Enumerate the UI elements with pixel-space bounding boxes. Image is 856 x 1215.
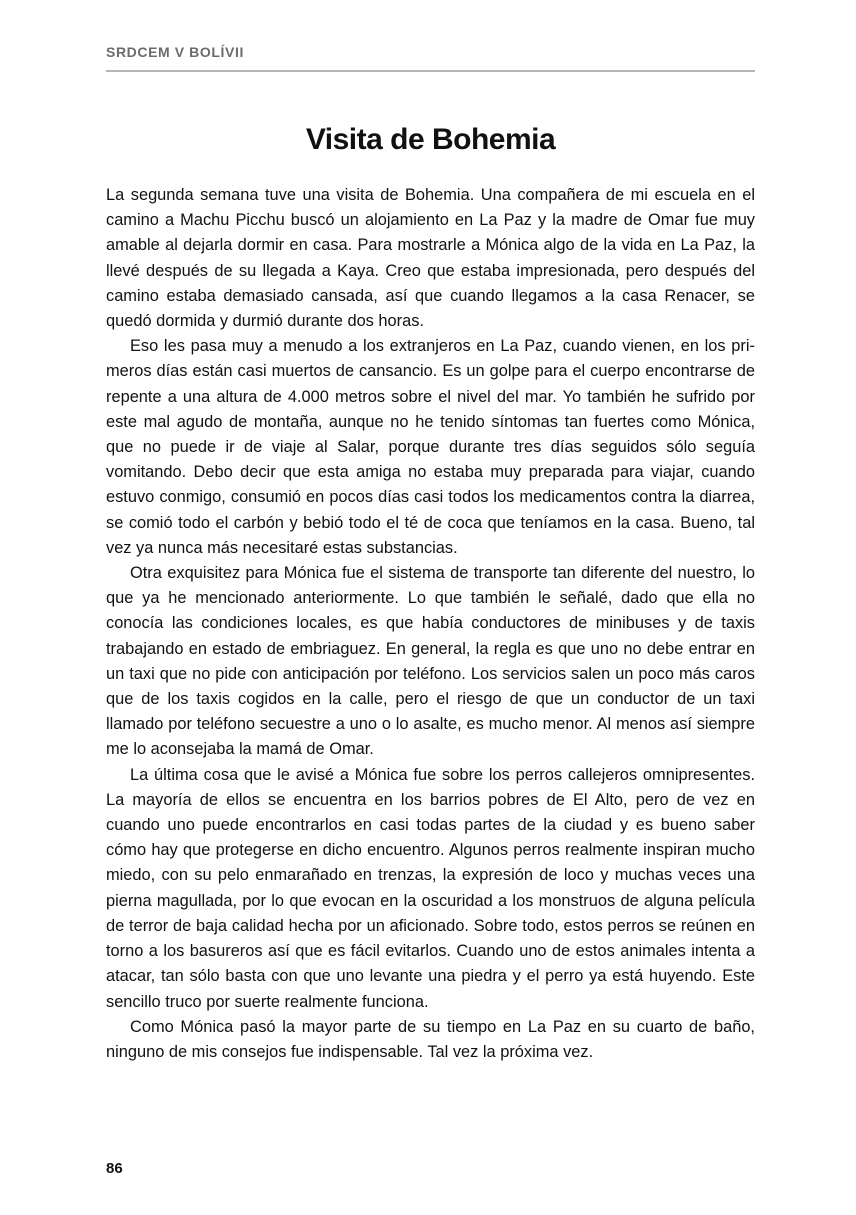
paragraph: La última cosa que le avisé a Mónica fue sobre los perros callejeros omnipresentes. La mayoría de ellos se encuentra en los barrios pobres de El Alto, pero de vez en cuando uno puede encontrarlos en casi todas partes de la ciudad y es bueno saber cómo hay que protegerse en dicho encuentro. Algunos perros realmente inspiran mucho miedo, con su pelo enmarañado en trenzas, la expresión de loco y muchas veces una pierna magullada, por lo que evocan en la oscuridad a los monstruos de alguna película de terror de baja calidad hecha por un aficionado. Sobre todo, estos perros se reúnen en torno a los basureros así que es fácil evitarlos. Cuando uno de estos animales intenta a atacar, tan sólo basta con que uno levante una piedra y el perro ya está huyendo. Este sencillo truco por suerte realmente funciona. (106, 765, 755, 1011)
body-text (106, 183, 755, 1065)
running-header: SRDCEM V BOLÍVII (106, 44, 244, 60)
paragraph: La segunda semana tuve una visita de Bohemia. Una compañera de mi escuela en el camino a Machu Picchu buscó un alojamiento en La Paz y la madre de Omar fue muy amable al dejarla dormir en casa. Para mostrarle a Mónica algo de la vida en La Paz, la llevé después de su llegada a Kaya. Creo que estaba impresionada, pero después del camino estaba demasiado cansada, así que cuando llegamos a la casa Renacer, se quedó dormida y durmió durante dos horas. (106, 186, 755, 331)
header-divider (106, 70, 755, 72)
page-number: 86 (106, 1160, 123, 1177)
paragraph: Como Mónica pasó la mayor parte de su tiempo en La Paz en su cuarto de baño, ninguno de mis consejos fue indispensable. Tal vez la próxima vez. (106, 1017, 755, 1061)
chapter-title: Visita de Bohemia (305, 123, 556, 156)
paragraph: Eso les pasa muy a menudo a los extranjeros en La Paz, cuando vienen, en los primeros días están casi muertos de cansancio. Es un golpe para el cuerpo encontrarse de repente a una altura de 4.000 metros sobre el nivel del mar. Yo también he sufrido por este mal agudo de montaña, aunque no he tenido síntomas tan fuertes como Mónica, que no puede ir de viaje al Salar, porque durante tres días seguidos sólo seguía vomitando. Debo decir que esta amiga no estaba muy preparada para viajar, cuando estuvo conmigo, consumió en pocos días casi todos los medicamentos contra la diarrea, se comió todo el carbón y bebió todo el té de coca que teníamos en la casa. Bueno, tal vez ya nunca más necesitaré estas substancias. (106, 337, 755, 557)
paragraph: Otra exquisitez para Mónica fue el sistema de transporte tan diferente del nuestro, lo que ya he mencionado anteriormente. Lo que también le señalé, dado que ella no conocía las condiciones locales, es que había conductores de minibuses y de taxis trabajando en estado de embriaguez. En general, la regla es que uno no debe entrar en un taxi que no pide con anticipación por teléfono. Los servicios salen un poco más caros que de los taxis cogidos en la calle, pero el riesgo de que un conductor de un taxi llamado por teléfono secuestre a uno o lo asalte, es mucho menor. Al menos así siempre me lo aconsejaba la mamá de Omar. (106, 564, 755, 759)
